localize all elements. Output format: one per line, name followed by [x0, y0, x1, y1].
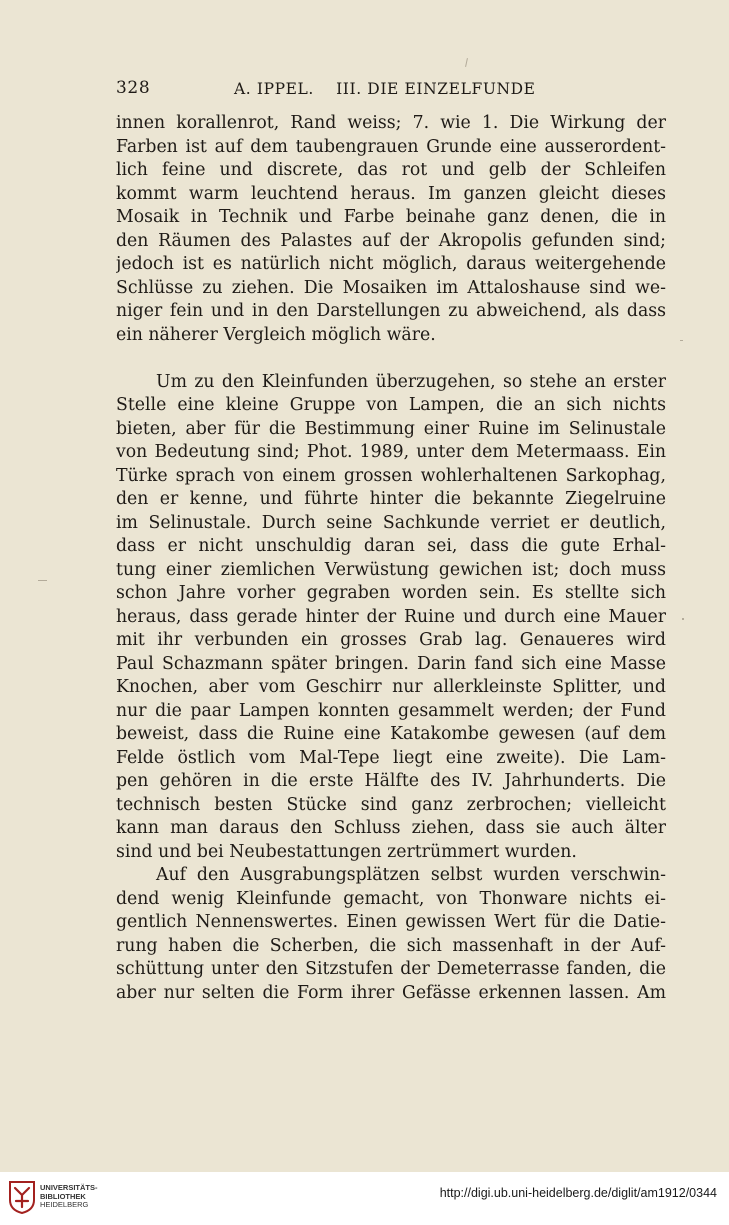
library-name-line: BIBLIOTHEK [40, 1191, 86, 1201]
library-name [40, 1184, 98, 1210]
text-line: kann man daraus den Schluss ziehen, dass sie auch älter [116, 818, 666, 838]
text-line: Felde östlich vom Mal-Tepe liegt eine zweite). Die Lam- [116, 747, 666, 768]
text-line: mit ihr verbunden ein grosses Grab lag. Genaueres wird [116, 630, 666, 650]
text-line: Um zu den Kleinfunden überzugehen, so stehe an erster [156, 371, 666, 392]
text-line: rung haben die Scherben, die sich massenhaft in der Auf- [116, 935, 666, 956]
text-line: kommt warm leuchtend heraus. Im ganzen gleicht dieses [116, 183, 666, 204]
text-line: bieten, aber für die Bestimmung einer Ruine im Selinustale [116, 418, 666, 439]
text-line: Farben ist auf dem taubengrauen Grunde eine ausserordent- [116, 136, 666, 157]
library-seal-icon [8, 1180, 36, 1214]
page-header [116, 78, 556, 102]
stray-pencil-mark [465, 58, 468, 67]
text-line: schüttung unter den Sitzstufen der Demeterrasse fanden, die [116, 959, 666, 979]
stray-pencil-mark [682, 618, 684, 620]
text-line: Schlüsse zu ziehen. Die Mosaiken im Attaloshause sind we- [116, 277, 666, 298]
text-line: den Räumen des Palastes auf der Akropolis gefunden sind; [116, 230, 666, 251]
text-line: nur die paar Lampen konnten gesammelt werden; der Fund [116, 700, 666, 721]
text-line: innen korallenrot, Rand weiss; 7. wie 1. Die Wirkung der [116, 113, 666, 133]
footer-bar [0, 1172, 729, 1225]
text-line: Stelle eine kleine Gruppe von Lampen, die an sich nichts [116, 395, 666, 415]
text-line: lich feine und discrete, das rot und gelb der Schleifen [116, 160, 666, 180]
text-line: gentlich Nennenswertes. Einen gewissen Wert für die Datie- [116, 912, 666, 932]
text-line: aber nur selten die Form ihrer Gefässe erkennen lassen. Am [116, 982, 666, 1003]
text-line: Auf den Ausgrabungsplätzen selbst wurden verschwin- [156, 865, 666, 885]
text-line: niger fein und in den Darstellungen zu abweichend, als dass [116, 301, 666, 321]
text-line: technisch besten Stücke sind ganz zerbrochen; vielleicht [116, 794, 666, 815]
text-line: Knochen, aber vom Geschirr nur allerkleinste Splitter, und [116, 677, 666, 697]
page-number: 328 [116, 78, 151, 98]
running-head: A. IPPEL. III. DIE EINZELFUNDE [234, 80, 536, 98]
paragraph-gap [116, 347, 666, 371]
text-line: schon Jahre vorher gegraben worden sein. Es stellte sich [116, 583, 666, 603]
library-name-line: HEIDELBERG [40, 1200, 89, 1209]
text-line: von Bedeutung sind; Phot. 1989, unter dem Metermaass. Ein [116, 442, 666, 462]
stray-pencil-mark [38, 580, 47, 581]
text-line: tung einer ziemlichen Verwüstung gewichen ist; doch muss [116, 559, 666, 580]
text-line: beweist, dass die Ruine eine Katakombe gewesen (auf dem [116, 724, 666, 744]
text-line: im Selinustale. Durch seine Sachkunde verriet er deutlich, [116, 512, 666, 533]
text-line: dend wenig Kleinfunde gemacht, von Thonware nichts ei- [116, 888, 666, 909]
text-line: jedoch ist es natürlich nicht möglich, daraus weitergehende [116, 254, 666, 274]
text-line: Mosaik in Technik und Farbe beinahe ganz denen, die in [116, 207, 666, 227]
text-line: sind und bei Neubestattungen zertrümmert wurden. [116, 841, 577, 862]
text-line: den er kenne, und führte hinter die bekannte Ziegelruine [116, 489, 666, 509]
text-line: heraus, dass gerade hinter der Ruine und durch eine Mauer [116, 606, 666, 627]
text-line: ein näherer Vergleich möglich wäre. [116, 324, 436, 345]
text-line: Paul Schazmann später bringen. Darin fand sich eine Masse [116, 653, 666, 674]
library-name-line: UNIVERSITÄTS- [40, 1183, 98, 1192]
stray-pencil-mark [680, 340, 683, 341]
text-line: pen gehören in die erste Hälfte des IV. Jahrhunderts. Die [116, 771, 666, 791]
text-line: dass er nicht unschuldig daran sei, dass die gute Erhal- [116, 536, 666, 556]
text-line: Türke sprach von einem grossen wohlerhaltenen Sarkophag, [116, 465, 666, 486]
body-text [116, 112, 666, 1005]
source-url-link[interactable]: http://digi.ub.uni-heidelberg.de/diglit/am1912/0344 [439, 1186, 717, 1200]
